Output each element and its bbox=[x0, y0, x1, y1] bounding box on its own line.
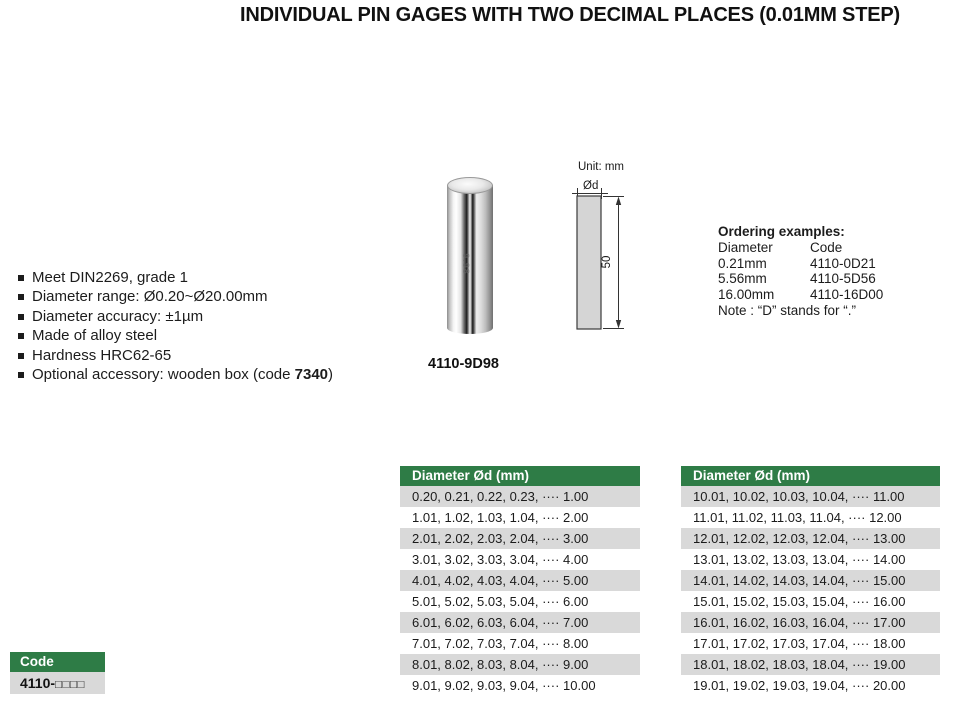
table-row: 7.01, 7.02, 7.03, 7.04, ···· 8.00 bbox=[400, 633, 640, 654]
pin-top-cap bbox=[447, 177, 493, 194]
bullet-icon bbox=[18, 372, 24, 378]
code-box bbox=[10, 652, 105, 694]
list-item: Hardness HRC62-65 bbox=[18, 346, 333, 365]
feature-list bbox=[18, 268, 333, 384]
table-row: 19.01, 19.02, 19.03, 19.04, ···· 20.00 bbox=[681, 675, 940, 696]
table-row: 14.01, 14.02, 14.03, 14.04, ···· 15.00 bbox=[681, 570, 940, 591]
diameter-table-2 bbox=[681, 466, 940, 696]
ordering-examples bbox=[718, 224, 883, 319]
ordering-note: Note : “D” stands for “.” bbox=[718, 302, 857, 318]
ordering-heading: Ordering examples: bbox=[718, 224, 845, 239]
table-row: 13.01, 13.02, 13.03, 13.04, ···· 14.00 bbox=[681, 549, 940, 570]
table-row: 11.01, 11.02, 11.03, 11.04, ···· 12.00 bbox=[681, 507, 940, 528]
table-row: 15.01, 15.02, 15.03, 15.04, ···· 16.00 bbox=[681, 591, 940, 612]
gage-outline-rect bbox=[577, 196, 601, 329]
code-placeholder-boxes: □□□□ bbox=[55, 679, 85, 691]
list-item: Made of alloy steel bbox=[18, 326, 333, 345]
table-header: Diameter Ød (mm) bbox=[681, 466, 940, 486]
diameter-table-1 bbox=[400, 466, 640, 696]
unit-label: Unit: mm bbox=[578, 161, 624, 173]
table-row: 6.01, 6.02, 6.03, 6.04, ···· 7.00 bbox=[400, 612, 640, 633]
bullet-icon bbox=[18, 333, 24, 339]
product-model-label: 4110-9D98 bbox=[428, 356, 499, 372]
bullet-icon bbox=[18, 353, 24, 359]
table-row: 2.01, 2.02, 2.03, 2.04, ···· 3.00 bbox=[400, 528, 640, 549]
code-box-value: 4110-□□□□ bbox=[10, 672, 105, 694]
diameter-dim-label: Ød bbox=[583, 180, 599, 192]
table-row: 0.20, 0.21, 0.22, 0.23, ···· 1.00 bbox=[400, 486, 640, 507]
table-row: 3.01, 3.02, 3.03, 3.04, ···· 4.00 bbox=[400, 549, 640, 570]
list-item: Meet DIN2269, grade 1 bbox=[18, 268, 333, 287]
dimension-drawing bbox=[570, 155, 650, 345]
page-title: INDIVIDUAL PIN GAGES WITH TWO DECIMAL PLACES (0.01MM STEP) bbox=[240, 4, 900, 26]
bullet-icon bbox=[18, 314, 24, 320]
table-row: 9.01, 9.02, 9.03, 9.04, ···· 10.00 bbox=[400, 675, 640, 696]
bullet-icon bbox=[18, 275, 24, 281]
list-item: Optional accessory: wooden box (code 7340) bbox=[18, 365, 333, 384]
pin-engraving: 9.98 bbox=[460, 253, 471, 275]
code-box-header: Code bbox=[10, 652, 105, 672]
ordering-row: 16.00mm 4110-16D00 bbox=[718, 287, 884, 303]
table-row: 17.01, 17.02, 17.03, 17.04, ···· 18.00 bbox=[681, 633, 940, 654]
table-row: 5.01, 5.02, 5.03, 5.04, ···· 6.00 bbox=[400, 591, 640, 612]
table-row: 8.01, 8.02, 8.03, 8.04, ···· 9.00 bbox=[400, 654, 640, 675]
list-item: Diameter accuracy: ±1µm bbox=[18, 307, 333, 326]
ordering-row: 5.56mm 4110-5D56 bbox=[718, 271, 876, 287]
length-dim-label: 50 bbox=[601, 255, 613, 269]
table-row: 10.01, 10.02, 10.03, 10.04, ···· 11.00 bbox=[681, 486, 940, 507]
arrow-down-icon bbox=[616, 320, 621, 329]
table-header: Diameter Ød (mm) bbox=[400, 466, 640, 486]
table-row: 1.01, 1.02, 1.03, 1.04, ···· 2.00 bbox=[400, 507, 640, 528]
table-row: 12.01, 12.02, 12.03, 12.04, ···· 13.00 bbox=[681, 528, 940, 549]
pin-gage-image bbox=[447, 177, 493, 334]
ordering-header-row: Diameter Code bbox=[718, 239, 843, 255]
bullet-icon bbox=[18, 294, 24, 300]
table-row: 4.01, 4.02, 4.03, 4.04, ···· 5.00 bbox=[400, 570, 640, 591]
arrow-up-icon bbox=[616, 197, 621, 206]
list-item: Diameter range: Ø0.20~Ø20.00mm bbox=[18, 287, 333, 306]
table-row: 18.01, 18.02, 18.03, 18.04, ···· 19.00 bbox=[681, 654, 940, 675]
ordering-row: 0.21mm 4110-0D21 bbox=[718, 255, 876, 271]
table-row: 16.01, 16.02, 16.03, 16.04, ···· 17.00 bbox=[681, 612, 940, 633]
